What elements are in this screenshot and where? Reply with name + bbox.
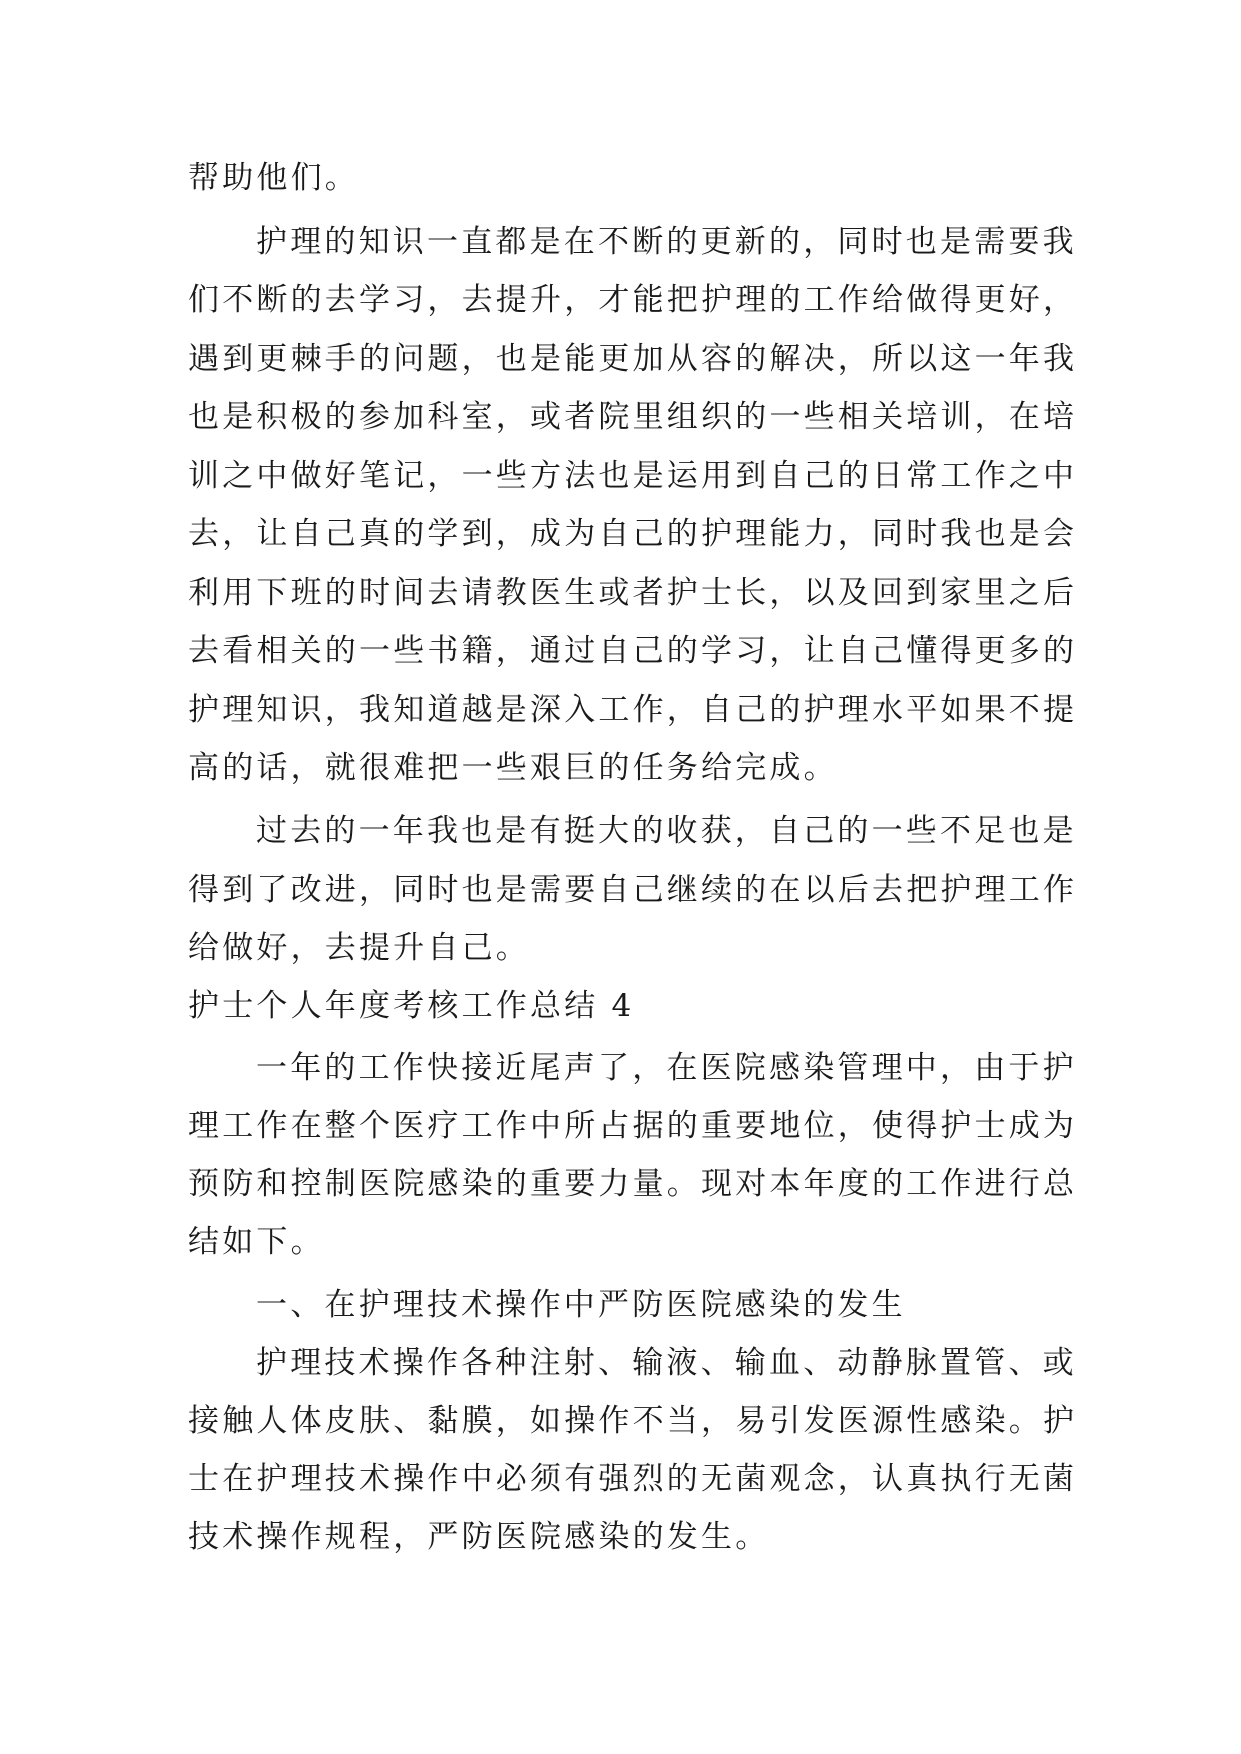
text-line: 去，让自己真的学到，成为自己的护理能力，同时我也是会 bbox=[188, 516, 1078, 552]
section-heading: 护士个人年度考核工作总结 4 bbox=[188, 988, 635, 1024]
text-line: 接触人体皮肤、黏膜，如操作不当，易引发医源性感染。护 bbox=[188, 1403, 1078, 1439]
text-line: 技术操作规程，严防医院感染的发生。 bbox=[188, 1519, 770, 1555]
text-line: 训之中做好笔记，一些方法也是运用到自己的日常工作之中 bbox=[188, 458, 1078, 494]
text-line: 预防和控制医院感染的重要力量。现对本年度的工作进行总 bbox=[188, 1166, 1078, 1202]
text-line: 去看相关的一些书籍，通过自己的学习，让自己懂得更多的 bbox=[188, 633, 1078, 669]
text-line: 一年的工作快接近尾声了，在医院感染管理中，由于护 bbox=[256, 1050, 1077, 1086]
text-line: 士在护理技术操作中必须有强烈的无菌观念，认真执行无菌 bbox=[188, 1461, 1078, 1497]
text-line: 理工作在整个医疗工作中所占据的重要地位，使得护士成为 bbox=[188, 1108, 1078, 1144]
text-line: 护理的知识一直都是在不断的更新的，同时也是需要我 bbox=[256, 224, 1077, 260]
text-line: 给做好，去提升自己。 bbox=[188, 930, 530, 966]
text-line: 护理技术操作各种注射、输液、输血、动静脉置管、或 bbox=[256, 1345, 1077, 1381]
text-line: 也是积极的参加科室，或者院里组织的一些相关培训，在培 bbox=[188, 399, 1078, 435]
subsection-heading: 一、在护理技术操作中严防医院感染的发生 bbox=[256, 1287, 906, 1323]
text-line: 结如下。 bbox=[188, 1224, 325, 1260]
text-line: 利用下班的时间去请教医生或者护士长，以及回到家里之后 bbox=[188, 575, 1078, 611]
text-line: 们不断的去学习，去提升，才能把护理的工作给做得更好， bbox=[188, 282, 1078, 318]
text-line: 帮助他们。 bbox=[188, 160, 359, 196]
text-line: 护理知识，我知道越是深入工作，自己的护理水平如果不提 bbox=[188, 692, 1078, 728]
text-line: 过去的一年我也是有挺大的收获，自己的一些不足也是 bbox=[256, 813, 1077, 849]
text-line: 遇到更棘手的问题，也是能更加从容的解决，所以这一年我 bbox=[188, 341, 1078, 377]
text-line: 高的话，就很难把一些艰巨的任务给完成。 bbox=[188, 750, 838, 786]
text-line: 得到了改进，同时也是需要自己继续的在以后去把护理工作 bbox=[188, 872, 1078, 908]
